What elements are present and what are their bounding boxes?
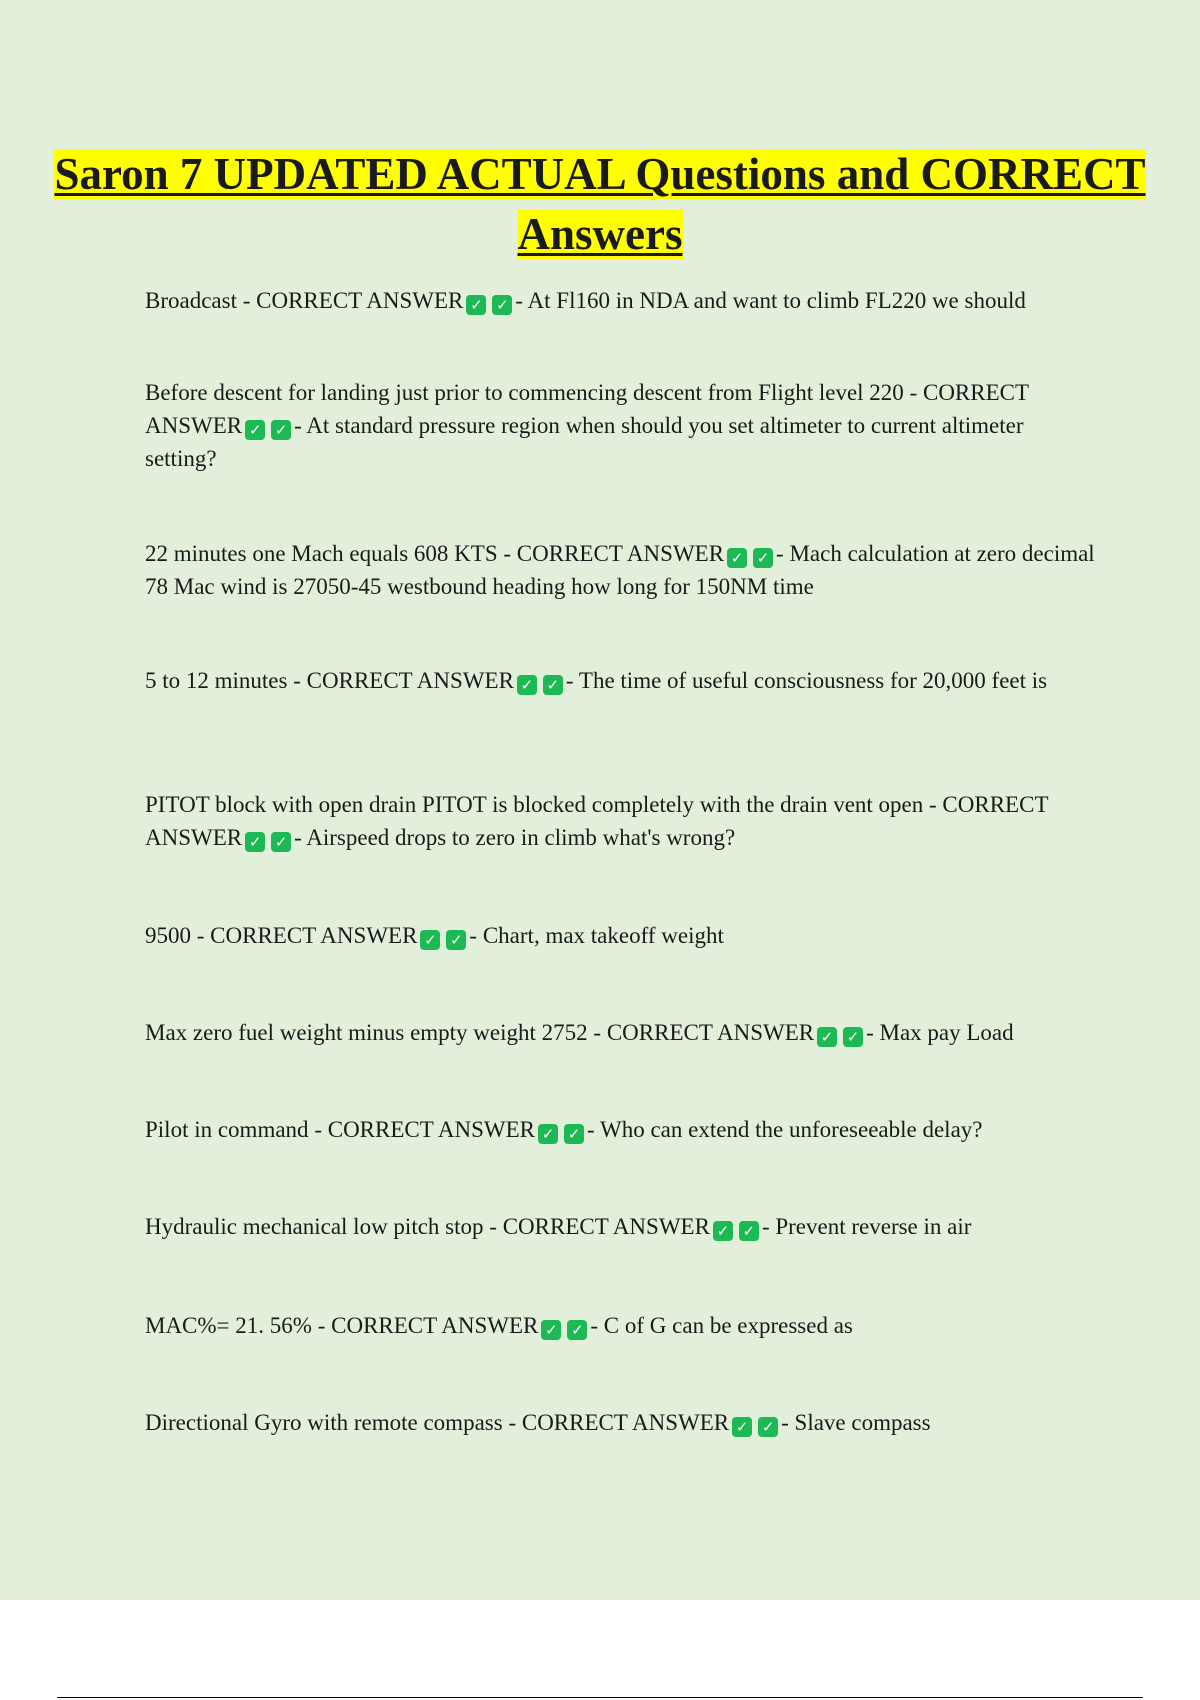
qa-question: Chart, max takeoff weight: [482, 923, 724, 948]
qa-question: Slave compass: [794, 1410, 931, 1435]
qa-question: At standard pressure region when should you set altimeter to current altimeter setting?: [145, 413, 1024, 471]
qa-question: At Fl160 in NDA and want to climb FL220 we should: [527, 288, 1026, 313]
qa-answer: MAC%= 21. 56%: [145, 1313, 312, 1338]
qa-answer: 22 minutes one Mach equals 608 KTS: [145, 541, 498, 566]
qa-marker: CORRECT ANSWER: [327, 1117, 535, 1142]
qa-question: Max pay Load: [879, 1020, 1014, 1045]
qa-answer: 5 to 12 minutes: [145, 668, 288, 693]
qa-item: 22 minutes one Mach equals 608 KTS - CORRECT ANSWER ✓ ✓ - Mach calculation at zero decimal 78 Mac wind is 27050-45 westbound heading how long for 150NM time: [145, 541, 1095, 599]
qa-question: Prevent reverse in air: [775, 1214, 972, 1239]
check-mark-icon: ✓: [245, 420, 265, 440]
check-mark-icon: ✓: [732, 1417, 752, 1437]
document-title: Saron 7 UPDATED ACTUAL Questions and CORRECT Answers: [54, 149, 1146, 259]
check-mark-icon: ✓: [817, 1027, 837, 1047]
qa-marker: CORRECT ANSWER: [145, 380, 1029, 438]
qa-item: Max zero fuel weight minus empty weight 2752 - CORRECT ANSWER ✓ ✓ - Max pay Load: [145, 1020, 1014, 1046]
qa-answer: Before descent for landing just prior to commencing descent from Flight level 220: [145, 380, 904, 405]
qa-answer: Broadcast: [145, 288, 237, 313]
qa-answer: Directional Gyro with remote compass: [145, 1410, 503, 1435]
check-mark-icon: ✓: [420, 930, 440, 950]
qa-item: Broadcast - CORRECT ANSWER ✓ ✓ - At Fl160 in NDA and want to climb FL220 we should: [145, 288, 1026, 314]
qa-answer: 9500: [145, 923, 191, 948]
check-mark-icon: ✓: [517, 675, 537, 695]
check-mark-icon: ✓: [543, 675, 563, 695]
qa-item: Before descent for landing just prior to commencing descent from Flight level 220 - CORRECT ANSWER ✓ ✓ - At standard pressure region when should you set altimeter to current altimeter setting?: [145, 380, 1029, 471]
qa-marker: CORRECT ANSWER: [516, 541, 725, 566]
qa-question: Who can extend the unforeseeable delay?: [599, 1117, 983, 1142]
qa-marker: CORRECT ANSWER: [502, 1214, 710, 1239]
qa-item: Hydraulic mechanical low pitch stop - CORRECT ANSWER ✓ ✓ - Prevent reverse in air: [145, 1214, 972, 1240]
qa-item: Directional Gyro with remote compass - CORRECT ANSWER ✓ ✓ - Slave compass: [145, 1410, 931, 1436]
page-divider: [57, 1697, 1143, 1698]
check-mark-icon: ✓: [739, 1221, 759, 1241]
check-mark-icon: ✓: [567, 1320, 587, 1340]
check-mark-icon: ✓: [843, 1027, 863, 1047]
qa-marker: CORRECT ANSWER: [331, 1313, 539, 1338]
check-mark-icon: ✓: [758, 1417, 778, 1437]
check-mark-icon: ✓: [492, 295, 512, 315]
qa-marker: CORRECT ANSWER: [210, 923, 418, 948]
qa-answer: PITOT block with open drain PITOT is blocked completely with the drain vent open: [145, 792, 924, 817]
qa-item: 9500 - CORRECT ANSWER ✓ ✓ - Chart, max takeoff weight: [145, 923, 724, 949]
qa-item: PITOT block with open drain PITOT is blocked completely with the drain vent open - CORRECT ANSWER ✓ ✓ - Airspeed drops to zero in climb what's wrong?: [145, 792, 1049, 851]
check-mark-icon: ✓: [753, 548, 773, 568]
qa-question: The time of useful consciousness for 20,000 feet is: [578, 668, 1048, 693]
qa-item: Pilot in command - CORRECT ANSWER ✓ ✓ - Who can extend the unforeseeable delay?: [145, 1117, 983, 1143]
qa-marker: CORRECT ANSWER: [145, 792, 1049, 850]
check-mark-icon: ✓: [446, 930, 466, 950]
qa-answer: Pilot in command: [145, 1117, 309, 1142]
check-mark-icon: ✓: [541, 1320, 561, 1340]
qa-question: Mach calculation at zero decimal 78 Mac wind is 27050-45 westbound heading how long for 150NM time: [145, 541, 1095, 599]
check-mark-icon: ✓: [245, 832, 265, 852]
check-mark-icon: ✓: [564, 1124, 584, 1144]
qa-marker: CORRECT ANSWER: [306, 668, 514, 693]
check-mark-icon: ✓: [727, 548, 747, 568]
qa-question: Airspeed drops to zero in climb what's wrong?: [306, 825, 736, 850]
qa-marker: CORRECT ANSWER: [606, 1020, 815, 1045]
qa-answer: Hydraulic mechanical low pitch stop: [145, 1214, 484, 1239]
qa-item: 5 to 12 minutes - CORRECT ANSWER ✓ ✓ - The time of useful consciousness for 20,000 feet is: [145, 668, 1048, 694]
qa-question: C of G can be expressed as: [603, 1313, 853, 1338]
check-mark-icon: ✓: [538, 1124, 558, 1144]
qa-answer: Max zero fuel weight minus empty weight 2752: [145, 1020, 588, 1045]
qa-marker: CORRECT ANSWER: [256, 288, 464, 313]
check-mark-icon: ✓: [271, 420, 291, 440]
qa-marker: CORRECT ANSWER: [521, 1410, 730, 1435]
title-block: [0, 144, 1200, 264]
check-mark-icon: ✓: [713, 1221, 733, 1241]
check-mark-icon: ✓: [466, 295, 486, 315]
qa-item: MAC%= 21. 56% - CORRECT ANSWER ✓ ✓ - C of G can be expressed as: [145, 1313, 853, 1339]
check-mark-icon: ✓: [271, 832, 291, 852]
